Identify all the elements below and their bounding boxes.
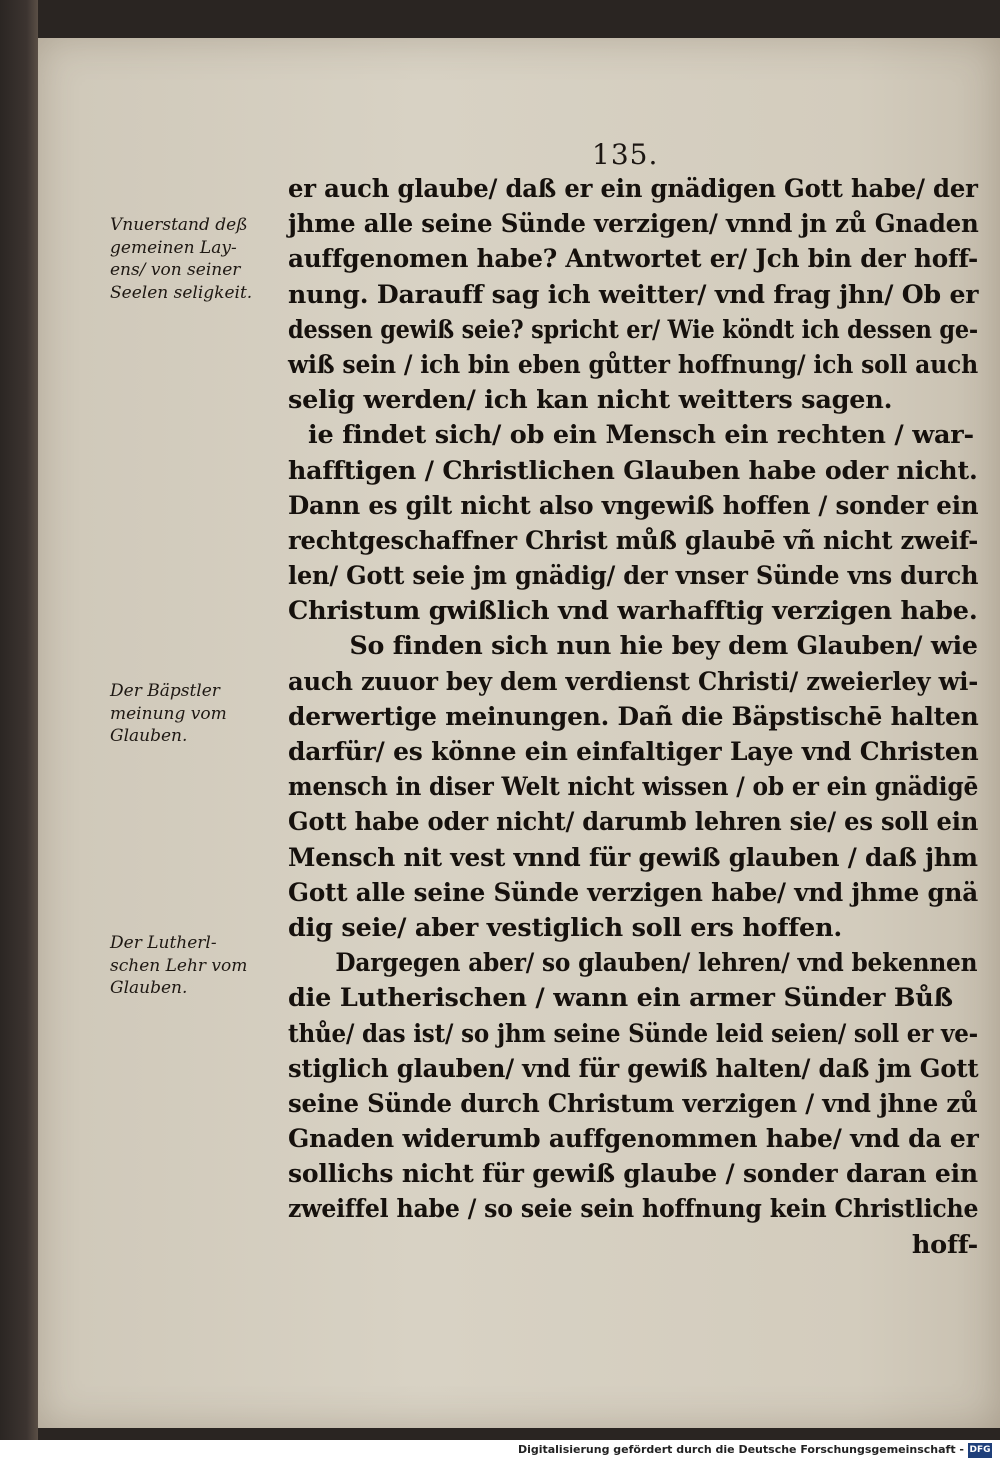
margin-note-line: Glauben. — [110, 978, 188, 998]
margin-note — [110, 214, 282, 304]
body-line: Gott alle seine Sünde verzigen habe/ vnd jhme gnä — [288, 877, 978, 908]
body-line: Mensch nit vest vnnd für gewiß glauben / daß jhm — [288, 842, 978, 873]
margin-note-line: Vnuerstand deß — [110, 215, 248, 235]
body-line: hafftigen / Christlichen Glauben habe oder nicht. — [288, 455, 978, 486]
body-line: thůe/ das ist/ so jhm seine Sünde leid seien/ soll er ve- — [288, 1018, 979, 1049]
footer-bar — [0, 1440, 1000, 1463]
body-line: dessen gewiß seie? spricht er/ Wie köndt ich dessen ge- — [288, 314, 979, 345]
body-line: dig seie/ aber vestiglich soll ers hoffen. — [288, 912, 843, 943]
body-line: Gott habe oder nicht/ darumb lehren sie/ es soll ein — [288, 807, 979, 838]
body-line: ie findet sich/ ob ein Mensch ein rechten / war- — [308, 420, 974, 451]
body-line: nung. Darauff sag ich weitter/ vnd frag jhn/ Ob er — [288, 279, 979, 310]
body-line: die Lutherischen / wann ein armer Sünder Bůß — [288, 983, 953, 1014]
margin-note — [110, 932, 282, 1000]
body-line: Dargegen aber/ so glauben/ lehren/ vnd bekennen — [335, 948, 978, 979]
margin-note-line: schen Lehr vom — [110, 955, 248, 976]
catchword: hoff- — [911, 1229, 978, 1260]
margin-note — [110, 680, 282, 748]
margin-note-line: Der Bäpstler — [110, 681, 220, 701]
page-number: 135. — [592, 138, 659, 171]
body-line: derwertige meinungen. Dañ die Bäpstischē halten — [288, 701, 979, 732]
dfg-logo: DFG — [968, 1443, 992, 1458]
body-line: auch zuuor bey dem verdienst Christi/ zweierley wi- — [288, 666, 979, 697]
body-line: selig werden/ ich kan nicht weitters sagen. — [288, 385, 893, 416]
body-line: auffgenomen habe? Antwortet er/ Jch bin der hoff- — [288, 244, 979, 275]
body-line: seine Sünde durch Christum verzigen / vnd jhne zů — [288, 1088, 978, 1119]
body-line: Gnaden widerumb auffgenommen habe/ vnd da er — [288, 1124, 979, 1155]
margin-note-line: ens/ von seiner — [110, 260, 241, 280]
funding-credit: Digitalisierung gefördert durch die Deutsche Forschungsgemeinschaft - — [517, 1443, 964, 1456]
body-line: mensch in diser Welt nicht wissen / ob er ein gnädigē — [288, 772, 979, 803]
body-line: sollichs nicht für gewiß glaube / sonder daran ein — [288, 1159, 978, 1190]
margin-note-line: Seelen seligkeit. — [110, 282, 253, 303]
body-line: So finden sich nun hie bey dem Glauben/ wie — [349, 631, 978, 662]
body-line: er auch glaube/ daß er ein gnädigen Gott habe/ der — [288, 174, 978, 204]
body-line: zweiffel habe / so seie sein hoffnung kein Christliche — [288, 1194, 979, 1225]
margin-note-line: gemeinen Lay- — [110, 237, 237, 258]
body-line: darfür/ es könne ein einfaltiger Laye vnd Christen — [288, 737, 979, 767]
book-binding-edge — [0, 0, 38, 1440]
body-line: Christum gwißlich vnd warhafftig verzigen habe. — [288, 596, 978, 627]
body-line: len/ Gott seie jm gnädig/ der vnser Sünde vns durch — [288, 561, 979, 592]
body-line: jhme alle seine Sünde verzigen/ vnnd jn zů Gnaden — [288, 209, 979, 240]
margin-note-line: Der Lutherl- — [110, 933, 217, 953]
body-text — [288, 172, 978, 1263]
body-line: rechtgeschaffner Christ můß glaubē vñ nicht zweif- — [288, 525, 979, 556]
body-line: wiß sein / ich bin eben gůtter hoffnung/ ich soll auch — [288, 349, 979, 380]
margin-note-line: meinung vom — [110, 703, 227, 724]
body-line: Dann es gilt nicht also vngewiß hoffen / sonder ein — [288, 490, 979, 521]
margin-note-line: Glauben. — [110, 726, 188, 746]
body-line: stiglich glauben/ vnd für gewiß halten/ daß jm Gott — [288, 1053, 979, 1084]
